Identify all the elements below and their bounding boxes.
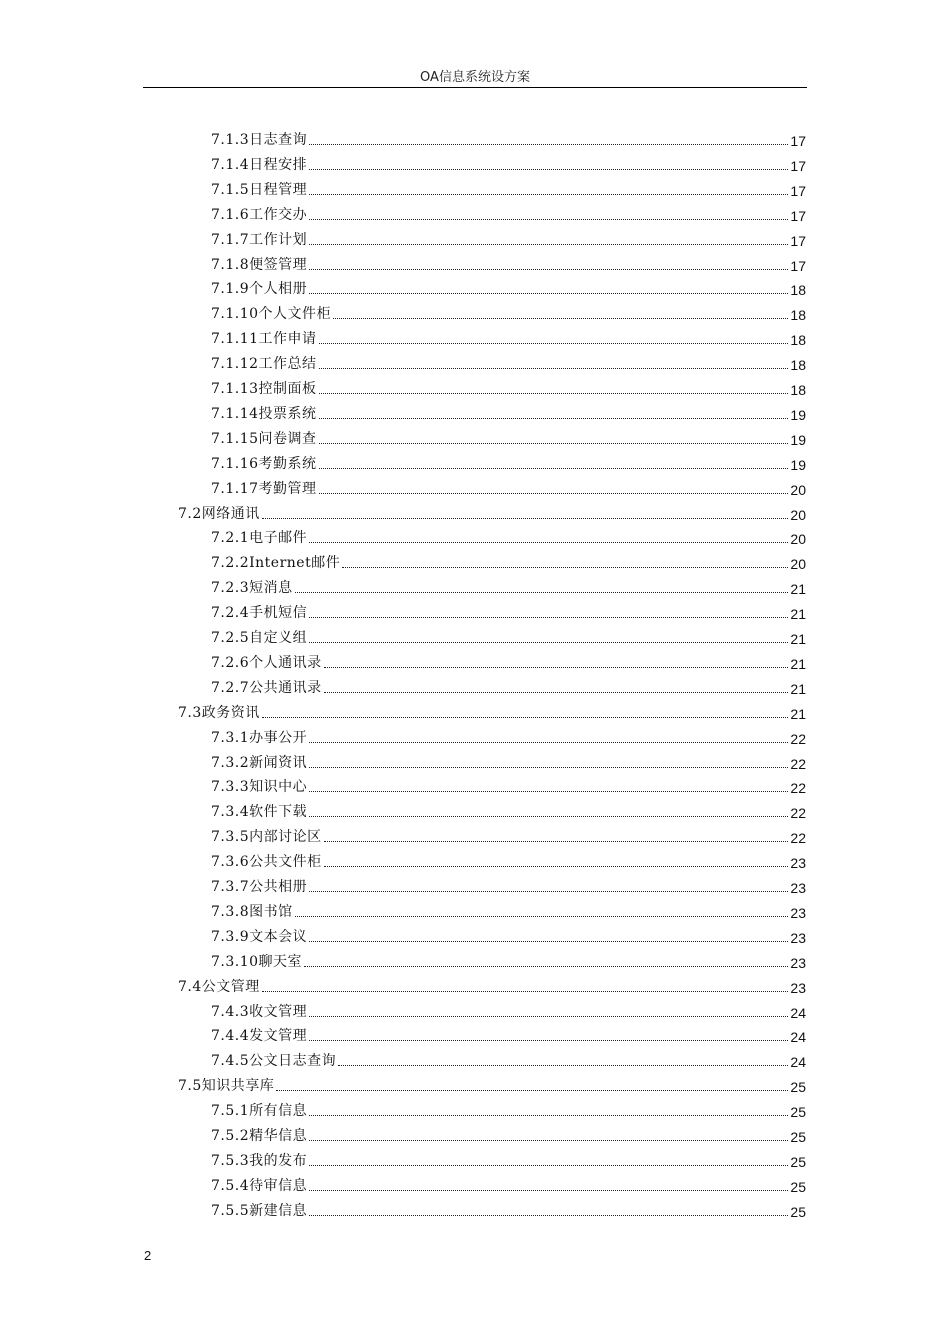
toc-entry-page: 19	[790, 456, 806, 473]
toc-entry[interactable]	[211, 373, 806, 398]
toc-entry-label: 7.4.4发文管理	[211, 1028, 308, 1045]
toc-dot-leader	[319, 468, 789, 469]
toc-entry-page: 18	[790, 307, 806, 324]
toc-entry-page: 25	[790, 1129, 806, 1145]
toc-entry[interactable]	[211, 622, 806, 647]
toc-dot-leader	[309, 642, 788, 643]
toc-entry[interactable]	[211, 572, 806, 597]
toc-entry-label: 7.1.13控制面板	[211, 381, 317, 397]
toc-entry-page: 18	[790, 382, 806, 398]
toc-dot-leader	[319, 368, 789, 369]
toc-entry[interactable]	[211, 423, 806, 448]
toc-dot-leader	[262, 518, 789, 519]
toc-entry-page: 24	[790, 1004, 806, 1021]
toc-entry-label: 7.4公文管理	[178, 978, 260, 995]
toc-entry-page: 21	[790, 631, 806, 647]
toc-entry-label: 7.5.1所有信息	[211, 1103, 308, 1120]
toc-dot-leader	[309, 791, 788, 792]
toc-entry[interactable]	[211, 273, 806, 298]
toc-dot-leader	[309, 144, 788, 145]
toc-entry-page: 24	[790, 1029, 806, 1046]
toc-entry-page: 19	[790, 431, 806, 448]
toc-entry-label: 7.3.3知识中心	[211, 779, 308, 796]
toc-entry-page: 19	[790, 406, 806, 423]
toc-entry-label: 7.3.5内部讨论区	[211, 829, 322, 846]
toc-entry-page: 23	[790, 880, 806, 896]
toc-entry-page: 25	[790, 1153, 806, 1170]
toc-entry[interactable]	[211, 1170, 806, 1195]
toc-dot-leader	[319, 343, 789, 344]
toc-entry-label: 7.2.3短消息	[211, 580, 293, 597]
toc-dot-leader	[309, 1140, 788, 1141]
toc-entry-label: 7.2.1电子邮件	[211, 530, 308, 547]
toc-entry-label: 7.1.11工作申请	[211, 331, 317, 348]
toc-dot-leader	[309, 194, 788, 195]
toc-entry-page: 21	[790, 581, 806, 598]
toc-entry[interactable]	[211, 647, 806, 672]
toc-entry-page: 22	[790, 780, 806, 797]
toc-dot-leader	[309, 269, 788, 270]
toc-entry[interactable]	[211, 771, 806, 796]
toc-entry-label: 7.1.6工作交办	[211, 206, 308, 223]
toc-entry-page: 25	[790, 1104, 806, 1121]
toc-dot-leader	[309, 1165, 788, 1166]
toc-entry-page: 23	[790, 904, 806, 921]
toc-dot-leader	[319, 493, 789, 494]
toc-entry[interactable]	[211, 249, 806, 274]
toc-entry-page: 25	[790, 1203, 806, 1220]
toc-entry[interactable]	[211, 199, 806, 224]
toc-dot-leader	[309, 816, 788, 817]
toc-entry[interactable]	[211, 323, 806, 348]
toc-entry-label: 7.1.4日程安排	[211, 156, 308, 173]
toc-entry-page: 25	[790, 1079, 806, 1096]
toc-entry-label: 7.1.14投票系统	[211, 405, 317, 422]
toc-entry-page: 23	[790, 855, 806, 872]
toc-entry[interactable]	[211, 1145, 806, 1170]
toc-entry-page: 17	[790, 133, 806, 149]
toc-entry[interactable]	[211, 747, 806, 772]
toc-entry-label: 7.2.2Internet邮件	[211, 555, 341, 572]
toc-entry-label: 7.2.4手机短信	[211, 605, 308, 622]
toc-entry[interactable]	[211, 547, 806, 572]
toc-dot-leader	[319, 418, 789, 419]
toc-dot-leader	[276, 1090, 788, 1091]
toc-dot-leader	[338, 1065, 788, 1066]
toc-entry-page: 24	[790, 1054, 806, 1071]
toc-entry-page: 17	[790, 257, 806, 274]
toc-entry-page: 18	[790, 357, 806, 374]
toc-dot-leader	[319, 443, 789, 444]
header-divider	[143, 87, 807, 88]
toc-dot-leader	[324, 841, 789, 842]
toc-entry-page: 21	[790, 655, 806, 672]
toc-entry[interactable]	[178, 1070, 806, 1095]
toc-entry-label: 7.5.5新建信息	[211, 1202, 308, 1219]
toc-entry-label: 7.2.7公共通讯录	[211, 679, 322, 696]
toc-entry-page: 18	[790, 282, 806, 299]
toc-entry[interactable]	[211, 1045, 806, 1070]
toc-entry-page: 22	[790, 805, 806, 822]
page-header-title: OA信息系统设方案	[420, 70, 530, 85]
toc-entry-label: 7.2网络通讯	[178, 505, 260, 522]
toc-entry-label: 7.2.5自定义组	[211, 630, 308, 646]
toc-entry[interactable]	[211, 1095, 806, 1120]
toc-entry-page: 20	[790, 531, 806, 548]
toc-dot-leader	[333, 318, 788, 319]
toc-entry-label: 7.5知识共享库	[178, 1078, 275, 1095]
toc-entry-label: 7.3.1办事公开	[211, 729, 308, 746]
toc-entry-page: 21	[790, 606, 806, 623]
toc-entry-label: 7.1.10个人文件柜	[211, 306, 332, 323]
toc-dot-leader	[324, 667, 789, 668]
toc-dot-leader	[309, 293, 788, 294]
toc-dot-leader	[309, 742, 788, 743]
toc-dot-leader	[295, 916, 789, 917]
toc-dot-leader	[309, 1190, 788, 1191]
toc-entry-label: 7.5.2精华信息	[211, 1128, 308, 1144]
toc-entry-page: 23	[790, 979, 806, 996]
toc-dot-leader	[342, 567, 788, 568]
toc-dot-leader	[304, 966, 788, 967]
toc-entry[interactable]	[211, 846, 806, 871]
toc-entry[interactable]	[211, 348, 806, 373]
toc-entry[interactable]	[211, 1020, 806, 1045]
toc-entry-page: 25	[790, 1178, 806, 1195]
toc-entry[interactable]	[178, 697, 806, 722]
toc-entry[interactable]	[211, 522, 806, 547]
toc-entry-page: 23	[790, 929, 806, 946]
toc-entry[interactable]	[211, 871, 806, 896]
toc-entry-label: 7.1.15问卷调查	[211, 430, 317, 447]
toc-entry-page: 20	[790, 506, 806, 523]
toc-dot-leader	[309, 244, 788, 245]
toc-entry-label: 7.1.8便签管理	[211, 256, 308, 273]
toc-dot-leader	[309, 767, 788, 768]
toc-entry[interactable]	[211, 796, 806, 821]
toc-entry-label: 7.3.8图书馆	[211, 903, 293, 920]
toc-dot-leader	[309, 1115, 788, 1116]
toc-entry-label: 7.1.12工作总结	[211, 356, 317, 373]
toc-dot-leader	[324, 692, 789, 693]
toc-entry[interactable]	[178, 498, 806, 523]
toc-entry-label: 7.3.7公共相册	[211, 879, 308, 895]
toc-entry-label: 7.3.10聊天室	[211, 953, 303, 970]
toc-entry-page: 21	[790, 705, 806, 722]
toc-entry-label: 7.4.5公文日志查询	[211, 1053, 337, 1070]
toc-dot-leader	[309, 617, 788, 618]
toc-entry[interactable]	[211, 1120, 806, 1145]
toc-dot-leader	[309, 891, 788, 892]
toc-dot-leader	[319, 393, 789, 394]
toc-entry[interactable]	[211, 298, 806, 323]
toc-entry-page: 23	[790, 954, 806, 971]
toc-entry-label: 7.4.3收文管理	[211, 1003, 308, 1020]
toc-entry[interactable]	[211, 124, 806, 149]
toc-dot-leader	[309, 941, 788, 942]
toc-entry-label: 7.1.17考勤管理	[211, 480, 317, 497]
toc-dot-leader	[309, 169, 788, 170]
toc-dot-leader	[309, 1040, 788, 1041]
toc-entry[interactable]	[211, 996, 806, 1021]
toc-dot-leader	[309, 542, 788, 543]
toc-entry[interactable]	[211, 224, 806, 249]
toc-entry[interactable]	[211, 597, 806, 622]
toc-entry-label: 7.1.5日程管理	[211, 181, 308, 198]
toc-entry[interactable]	[211, 946, 806, 971]
toc-entry[interactable]	[211, 672, 806, 697]
toc-dot-leader	[262, 717, 789, 718]
toc-entry-page: 22	[790, 730, 806, 747]
page-number: 2	[144, 1248, 152, 1263]
toc-entry[interactable]	[211, 1195, 806, 1220]
toc-entry-label: 7.5.4待审信息	[211, 1177, 308, 1194]
toc-entry-page: 17	[790, 232, 806, 249]
toc-entry-page: 17	[790, 182, 806, 199]
toc-entry-label: 7.3.2新闻资讯	[211, 754, 308, 771]
toc-entry[interactable]	[211, 174, 806, 199]
toc-entry-page: 18	[790, 332, 806, 349]
toc-entry-page: 20	[790, 556, 806, 573]
toc-entry-page: 17	[790, 157, 806, 174]
toc-entry[interactable]	[211, 149, 806, 174]
toc-entry-label: 7.1.3日志查询	[211, 132, 308, 148]
toc-entry[interactable]	[178, 971, 806, 996]
toc-entry[interactable]	[211, 896, 806, 921]
toc-entry-label: 7.3.9文本会议	[211, 928, 308, 945]
toc-entry-label: 7.1.9个人相册	[211, 281, 308, 298]
toc-entry-page: 17	[790, 207, 806, 224]
toc-entry-label: 7.3.4软件下载	[211, 804, 308, 821]
toc-entry-label: 7.2.6个人通讯录	[211, 654, 322, 671]
toc-entry-label: 7.3政务资讯	[178, 704, 260, 721]
toc-dot-leader	[262, 991, 789, 992]
toc-entry-page: 21	[790, 680, 806, 697]
toc-entry-label: 7.1.7工作计划	[211, 231, 308, 248]
toc-entry[interactable]	[211, 722, 806, 747]
toc-dot-leader	[309, 219, 788, 220]
toc-entry[interactable]	[211, 821, 806, 846]
toc-dot-leader	[309, 1215, 788, 1216]
toc-entry[interactable]	[211, 448, 806, 473]
toc-entry-label: 7.1.16考勤系统	[211, 455, 317, 472]
toc-dot-leader	[295, 592, 789, 593]
toc-entry-page: 22	[790, 830, 806, 847]
toc-entry[interactable]	[211, 398, 806, 423]
toc-entry-label: 7.3.6公共文件柜	[211, 854, 322, 871]
toc-entry[interactable]	[211, 473, 806, 498]
toc-dot-leader	[309, 1016, 788, 1017]
toc-entry-page: 20	[790, 481, 806, 498]
toc-dot-leader	[324, 866, 789, 867]
toc-entry-label: 7.5.3我的发布	[211, 1152, 308, 1169]
toc-entry-page: 22	[790, 755, 806, 772]
toc-entry[interactable]	[211, 921, 806, 946]
